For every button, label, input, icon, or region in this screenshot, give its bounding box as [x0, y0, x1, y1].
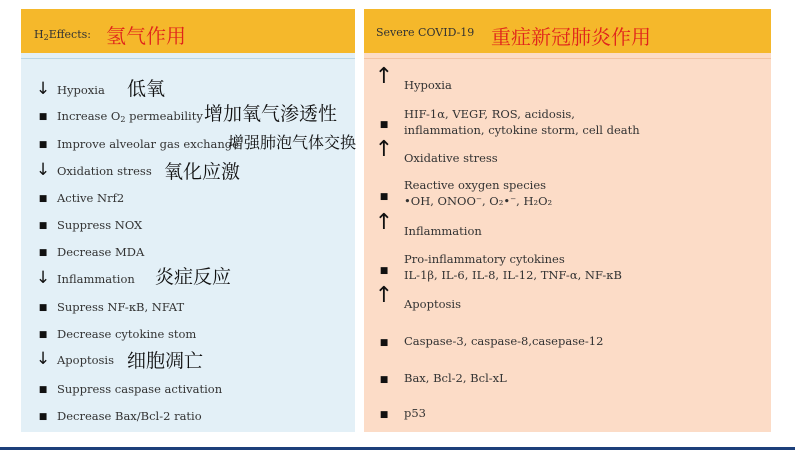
hydrogen-effects-header [21, 9, 355, 53]
severe-covid-title-zh: 重症新冠肺炎作用 [491, 25, 651, 49]
annotation-oxidative-zh: 氧化应激 [164, 161, 241, 183]
annotation-gas-exchange-zh: 增强肺泡气体交换 [228, 133, 357, 152]
down-arrow-icon: ↓ [35, 160, 51, 180]
up-arrow-icon: ↑ [374, 210, 394, 235]
square-bullet-icon: ■ [379, 410, 389, 420]
down-arrow-icon: ↓ [35, 349, 51, 369]
annotation-hypoxia-zh: 低氧 [127, 78, 166, 100]
square-bullet-icon: ■ [379, 266, 389, 276]
annotation-permeability-zh: 增加氧气渗透性 [204, 103, 338, 125]
square-bullet-icon: ■ [379, 375, 389, 385]
hydrogen-effects-title-zh: 氢气作用 [106, 24, 186, 48]
square-bullet-icon: ■ [379, 192, 389, 202]
square-bullet-icon: ■ [379, 120, 389, 130]
up-arrow-icon: ↑ [374, 137, 394, 162]
down-arrow-icon: ↓ [35, 268, 51, 288]
annotation-inflammation-zh: 炎症反应 [155, 266, 232, 288]
square-bullet-icon: ■ [38, 385, 48, 395]
severe-covid-title: Severe COVID-19 [376, 26, 475, 39]
divider [364, 58, 771, 59]
square-bullet-icon: ■ [379, 338, 389, 348]
hydrogen-effects-title: $H_2Effects$: [34, 28, 91, 42]
annotation-apoptosis-zh: 细胞凋亡 [127, 350, 204, 372]
square-bullet-icon: ■ [38, 140, 48, 150]
square-bullet-icon: ■ [38, 412, 48, 422]
up-arrow-icon: ↑ [374, 283, 394, 308]
severe-covid-header [364, 9, 771, 53]
up-arrow-icon: ↑ [374, 64, 394, 89]
square-bullet-icon: ■ [38, 194, 48, 204]
severe-covid-panel: Severe COVID-19 重症新冠肺炎作用 ↑ Hypoxia ■ HIF-1α, VEGF, ROS, acidosis, inflammation, cytokine storm, cell death ↑ Oxidative stress ■ Reactive oxygen species •OH, ONOO⁻, O₂•⁻, H₂O₂ ↑ Inflammation ■ Pro-inflammatory cytokines IL-1β, IL-6, IL-8, IL-12, TNF-α, NF-κB ↑ Apoptosis ■ Caspase-3, caspase-8,casepase-12 ■ Bax, Bcl-2, Bcl-xL ■ p53 [364, 9, 771, 432]
square-bullet-icon: ■ [38, 112, 48, 122]
square-bullet-icon: ■ [38, 303, 48, 313]
square-bullet-icon: ■ [38, 221, 48, 231]
down-arrow-icon: ↓ [35, 79, 51, 99]
square-bullet-icon: ■ [38, 248, 48, 258]
divider [21, 58, 355, 59]
hydrogen-effects-panel: $H_2Effects$: 氢气作用 ↓ Hypoxia ■ Increase $O_2$ permeability ■ Improve alveolar gas exchange ↓ Oxidation stress ■ Active Nrf2 ■ Suppress NOX ■ Decrease MDA ↓ Inflammation ■ Supress NF-κB, NFAT ■ Decrease cytokine stom ↓ Apoptosis ■ Suppress caspase activation ■ Decrease Bax/Bcl-2 ratio 低氧 增加氧气渗透性 增强肺泡气体交换 氧化应激 炎症反应 细胞凋亡 [21, 9, 355, 432]
square-bullet-icon: ■ [38, 330, 48, 340]
